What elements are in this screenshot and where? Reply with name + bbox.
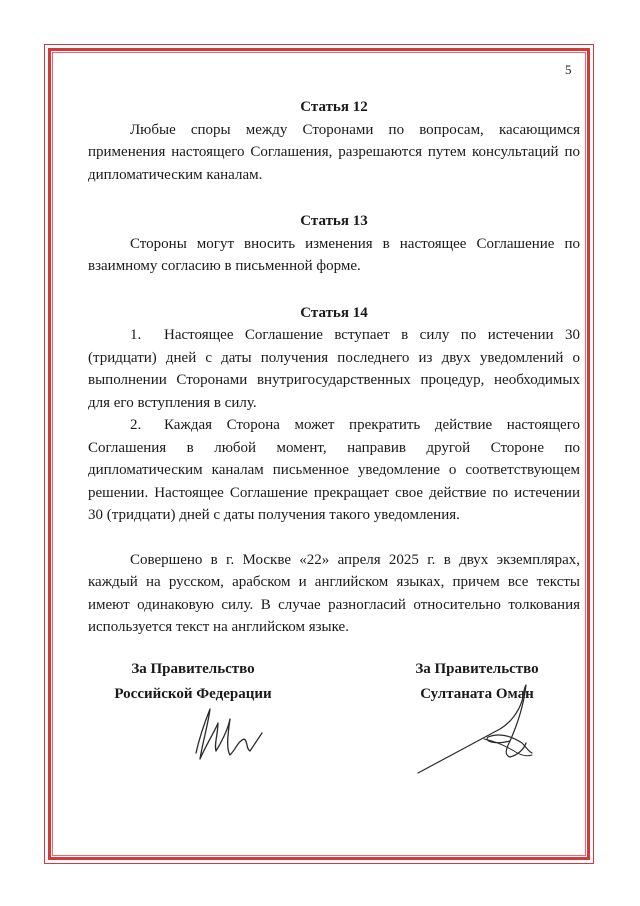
item-number: 1. (130, 327, 142, 343)
article-13-heading: Статья 13 (300, 213, 368, 229)
article-12-text: Любые споры между Сторонами по вопросам, касающимся применения настоящего Соглашения, разрешаются путем консультаций по дипломатическим каналам. (88, 121, 580, 183)
item-text: Каждая Сторона может прекратить действие настоящего Соглашения в любой момент, направив другой Стороне по дипломатическим каналам письменное уведомление о соответствующем решении. Настоящее Соглашение прекращает свое действие по истечении 30 (тридцати) дней с даты получения такого уведомления. (88, 417, 580, 523)
page-number: 5 (565, 62, 572, 77)
signatory-line-1: За Правительство (415, 661, 539, 677)
signature-oman (414, 683, 544, 779)
signature-russia (188, 705, 268, 765)
signature-block (88, 657, 580, 807)
signatory-line-2: Российской Федерации (114, 686, 272, 702)
signatory-line-1: За Правительство (131, 661, 255, 677)
document-body (88, 96, 580, 639)
article-13-text: Стороны могут вносить изменения в настоящее Соглашение по взаимному согласию в письменной форме. (88, 235, 580, 274)
closing-paragraph: Совершено в г. Москве «22» апреля 2025 г. в двух экземплярах, каждый на русском, арабском и английском языках, причем все тексты имеют одинаковую силу. В случае разногласий относительно толкования используется текст на английском языке. (88, 551, 580, 635)
item-number: 2. (130, 417, 142, 433)
signatory-line-2: Султаната Оман (420, 686, 534, 702)
item-text: Настоящее Соглашение вступает в силу по истечении 30 (тридцати) дней с даты получения последнего из двух уведомлений о выполнении Сторонами внутригосударственных процедур, необходимых для его вступления в силу. (88, 327, 580, 411)
article-14-item-1 (88, 324, 580, 414)
article-14-heading: Статья 14 (300, 304, 368, 321)
signatory-russia (88, 657, 298, 707)
article-14-item-2 (88, 414, 580, 527)
article-12-heading: Статья 12 (300, 99, 368, 115)
